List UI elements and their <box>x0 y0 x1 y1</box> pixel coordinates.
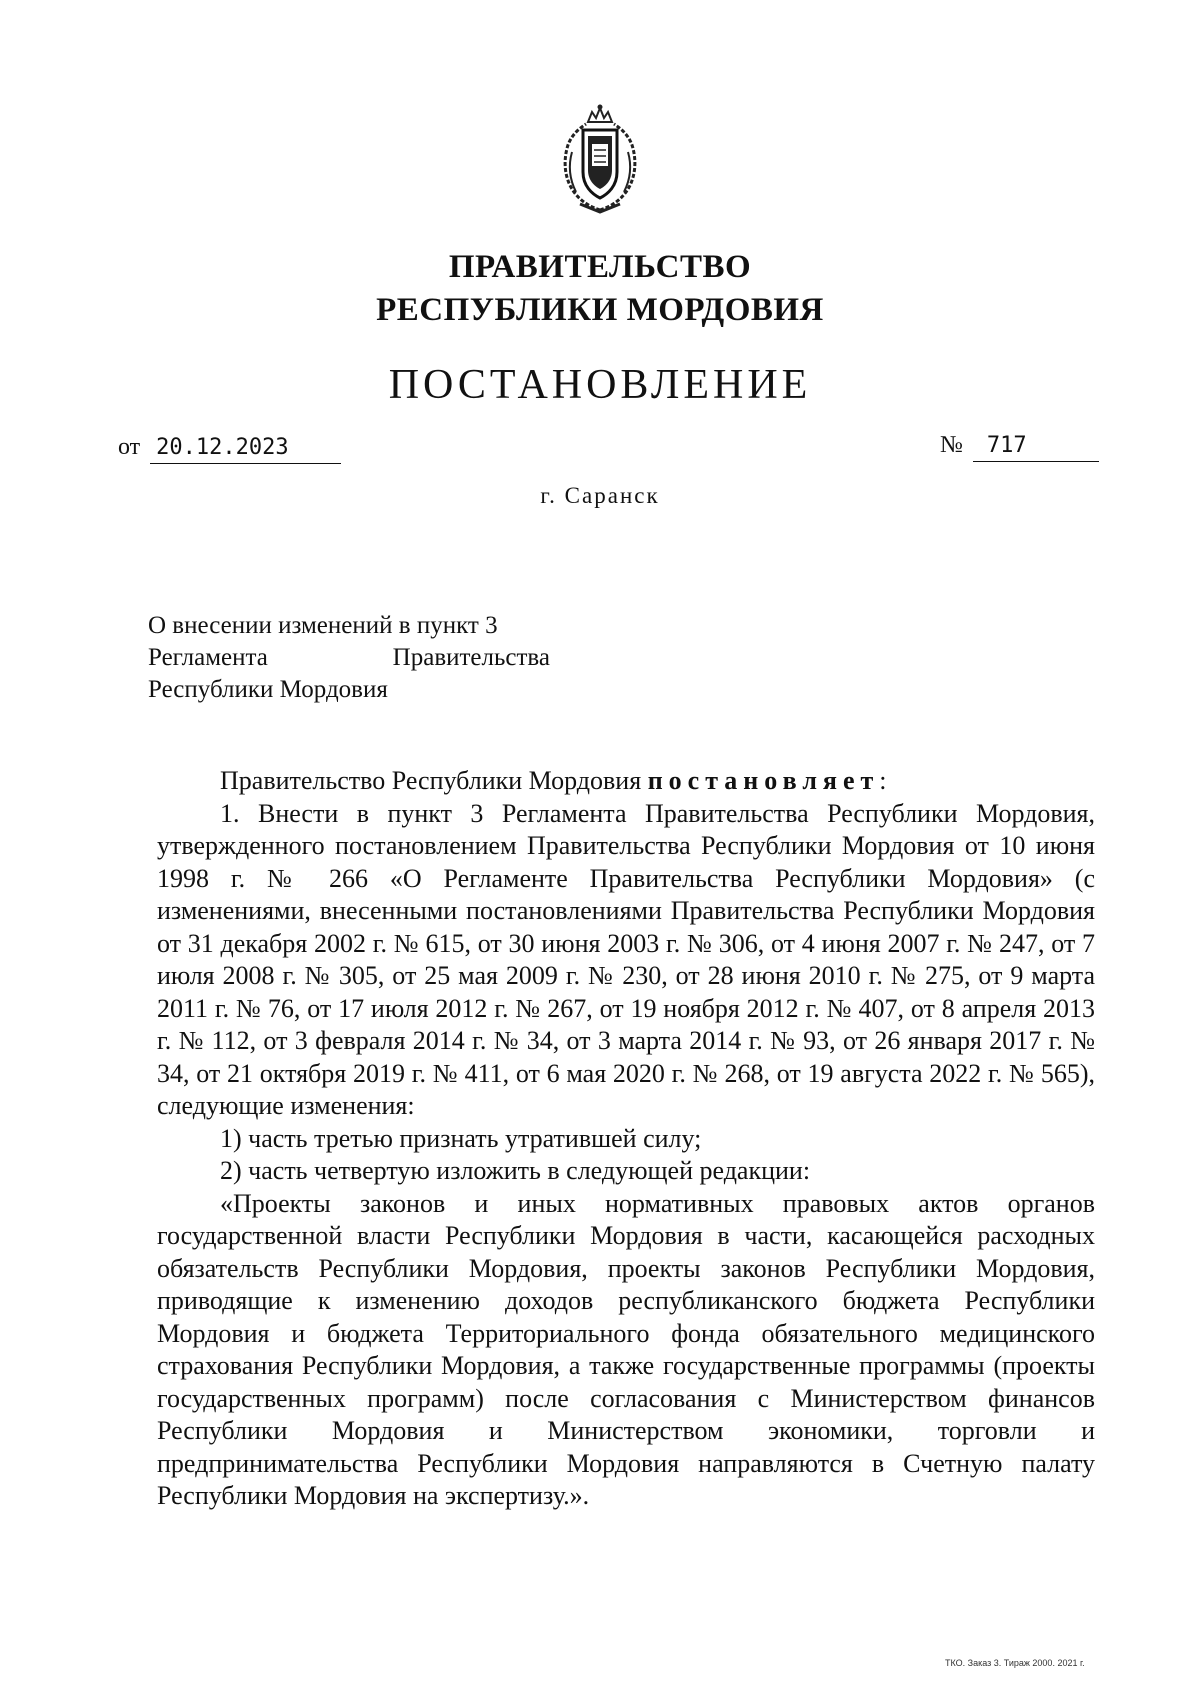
authority-line-2: РЕСПУБЛИКИ МОРДОВИЯ <box>376 292 824 328</box>
number-prefix: № <box>940 432 963 458</box>
list-item-2: 2) часть четвертую изложить в следующей редакции: <box>220 1156 811 1185</box>
document-body <box>157 765 1095 1513</box>
date-prefix: от <box>118 434 141 460</box>
print-info: ТКО. Заказ 3. Тираж 2000. 2021 г. <box>945 1658 1085 1668</box>
document-type-title: ПОСТАНОВЛЕНИЕ <box>388 362 812 408</box>
number-field <box>940 430 1099 462</box>
issuing-authority <box>0 246 1200 332</box>
quoted-text: «Проекты законов и иных нормативных правовых актов органов государственной власти Республики Мордовия в части, касающейся расходных обязательств Республики Мордовия, проекты законов Республики Мордовия, приводящие к изменению доходов республиканского бюджета Республики Мордовия и бюджета Территориального фонда обязательного медицинского страхования Республики Мордовия, а также государственные программы (проекты государственных программ) после согласования с Министерством финансов Республики Мордовия и Министерством экономики, торговли и предпринимательства Республики Мордовия направляются в Счетную палату Республики Мордовия на экспертизу.». <box>157 1188 1095 1510</box>
authority-line-1: ПРАВИТЕЛЬСТВО <box>448 249 752 285</box>
coat-of-arms-icon <box>550 100 650 220</box>
subject-line-1: О внесении изменений в пункт 3 <box>148 612 498 639</box>
preamble <box>157 765 1095 798</box>
subject-line-3: Республики Мордовия <box>148 676 388 703</box>
subject-line-2 <box>148 642 550 674</box>
subject-line-2-part-a: Регламента <box>148 644 268 671</box>
preamble-end: : <box>879 766 887 795</box>
document-subject <box>148 610 550 706</box>
paragraph-1: 1. Внести в пункт 3 Регламента Правительства Республики Мордовия, утвержденного постановлением Правительства Республики Мордовия от 10 июня 1998 г. № 266 «О Регламенте Правительства Республики Мордовия» (с изменениями, внесенными постановлениями Правительства Республики Мордовия от 31 декабря 2002 г. № 615, от 30 июня 2003 г. № 306, от 4 июня 2007 г. № 247, от 7 июля 2008 г. № 305, от 25 мая 2009 г. № 230, от 28 июня 2010 г. № 275, от 9 марта 2011 г. № 76, от 17 июля 2012 г. № 267, от 19 ноября 2012 г. № 407, от 8 апреля 2013 г. № 112, от 3 февраля 2014 г. № 34, от 3 марта 2014 г. № 93, от 26 января 2017 г. № 34, от 21 октября 2019 г. № 411, от 6 мая 2020 г. № 268, от 19 августа 2022 г. № 565), следующие изменения: <box>157 798 1095 1120</box>
place-of-issue: г. Саранск <box>540 483 660 508</box>
date-field <box>118 432 341 464</box>
subject-line-2-part-b: Правительства <box>392 644 550 671</box>
list-item-1: 1) часть третью признать утратившей силу; <box>220 1123 702 1153</box>
preamble-text: Правительство Республики Мордовия <box>220 766 648 795</box>
preamble-resolves: постановляет <box>647 766 880 795</box>
document-date: 20.12.2023 <box>150 433 341 464</box>
document-number: 717 <box>973 431 1099 462</box>
